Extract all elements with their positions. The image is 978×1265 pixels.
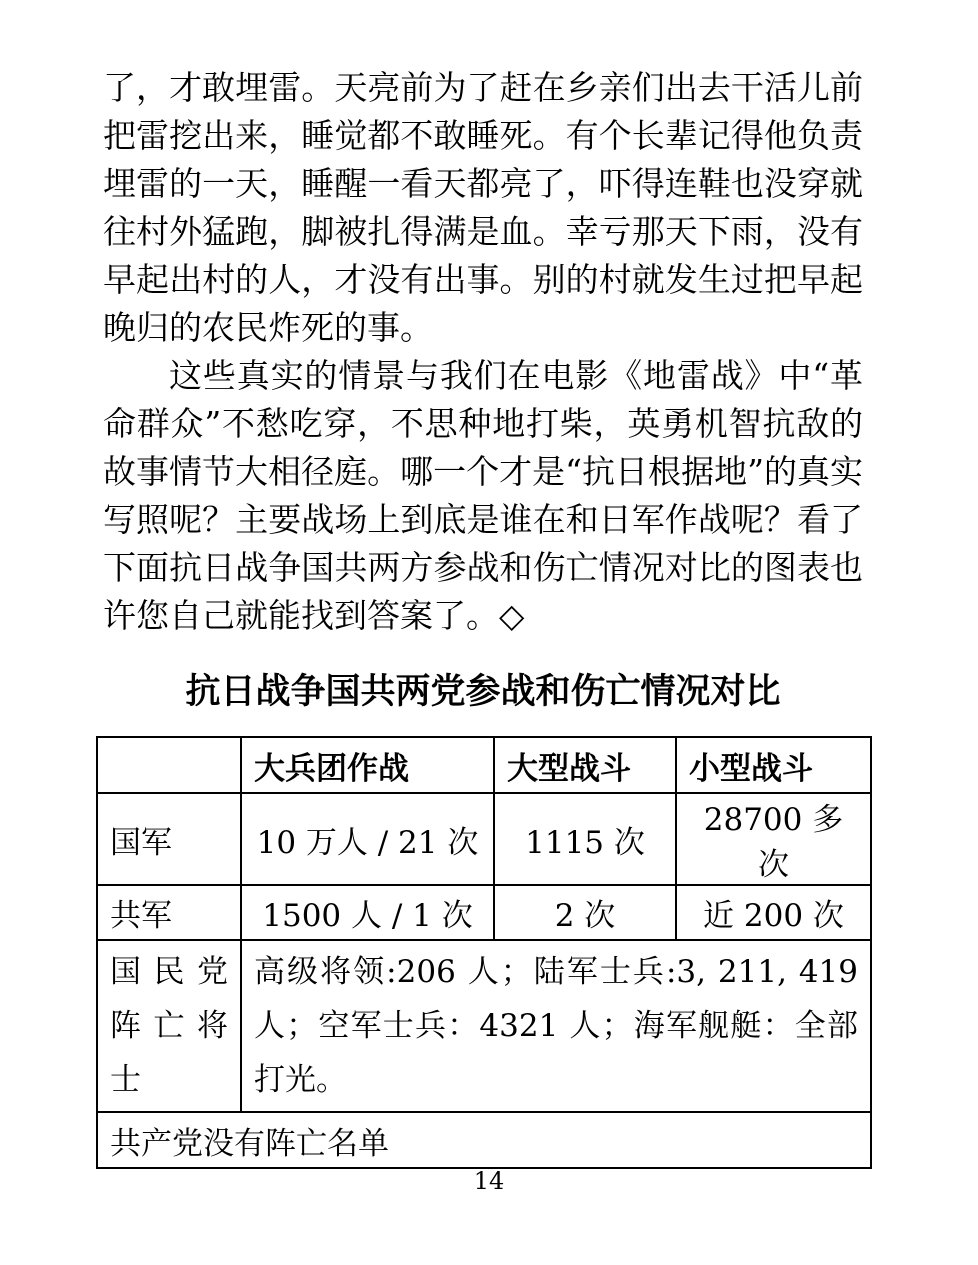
paragraph-2: 这些真实的情景与我们在电影《地雷战》中“革命群众”不愁吃穿，不思种地打柴，英勇机智抗敌的故事情节大相径庭。哪一个才是“抗日根据地”的真实写照呢？主要战场上到底是谁在和日军作战呢？看了下面抗日战争国共两方参战和伤亡情况对比的图表也许您自己就能找到答案了。◇ xyxy=(103,356,863,635)
row-label-nationalist: 国军 xyxy=(97,793,241,885)
cell-footer-note: 共产党没有阵亡名单 xyxy=(97,1112,871,1168)
cell-casualties-detail: 高级将领:206 人；陆军士兵:3, 211, 419 人；空军士兵：4321 人；海军舰艇：全部打光。 xyxy=(241,940,871,1112)
header-cell-minor-battle: 小型战斗 xyxy=(676,737,871,793)
header-cell-large-corps: 大兵团作战 xyxy=(241,737,494,793)
page-number: 14 xyxy=(473,1167,505,1195)
cell-nationalist-minor-battle: 28700 多次 xyxy=(676,793,871,885)
cell-communist-large-corps: 1500 人 / 1 次 xyxy=(241,885,494,940)
table-row-communist xyxy=(97,885,871,940)
row-label-casualties: 国民党阵亡将士 xyxy=(97,940,241,1112)
body-text xyxy=(103,64,863,640)
table-row-nationalist xyxy=(97,793,871,885)
table-header-row xyxy=(97,737,871,793)
table-row-footer xyxy=(97,1112,871,1168)
comparison-table xyxy=(96,736,872,1169)
table-title: 抗日战争国共两党参战和伤亡情况对比 xyxy=(185,672,781,712)
header-cell-empty xyxy=(97,737,241,793)
cell-nationalist-major-battle: 1115 次 xyxy=(494,793,676,885)
row-label-communist: 共军 xyxy=(97,885,241,940)
cell-communist-minor-battle: 近 200 次 xyxy=(676,885,871,940)
table-row-casualties xyxy=(97,940,871,1112)
header-cell-major-battle: 大型战斗 xyxy=(494,737,676,793)
cell-nationalist-large-corps: 10 万人 / 21 次 xyxy=(241,793,494,885)
paragraph-1: 了，才敢埋雷。天亮前为了赶在乡亲们出去干活儿前把雷挖出来，睡觉都不敢睡死。有个长辈记得他负责埋雷的一天，睡醒一看天都亮了，吓得连鞋也没穿就往村外猛跑，脚被扎得满是血。幸亏那天下雨，没有早起出村的人，才没有出事。别的村就发生过把早起晚归的农民炸死的事。 xyxy=(103,68,863,347)
cell-communist-major-battle: 2 次 xyxy=(494,885,676,940)
